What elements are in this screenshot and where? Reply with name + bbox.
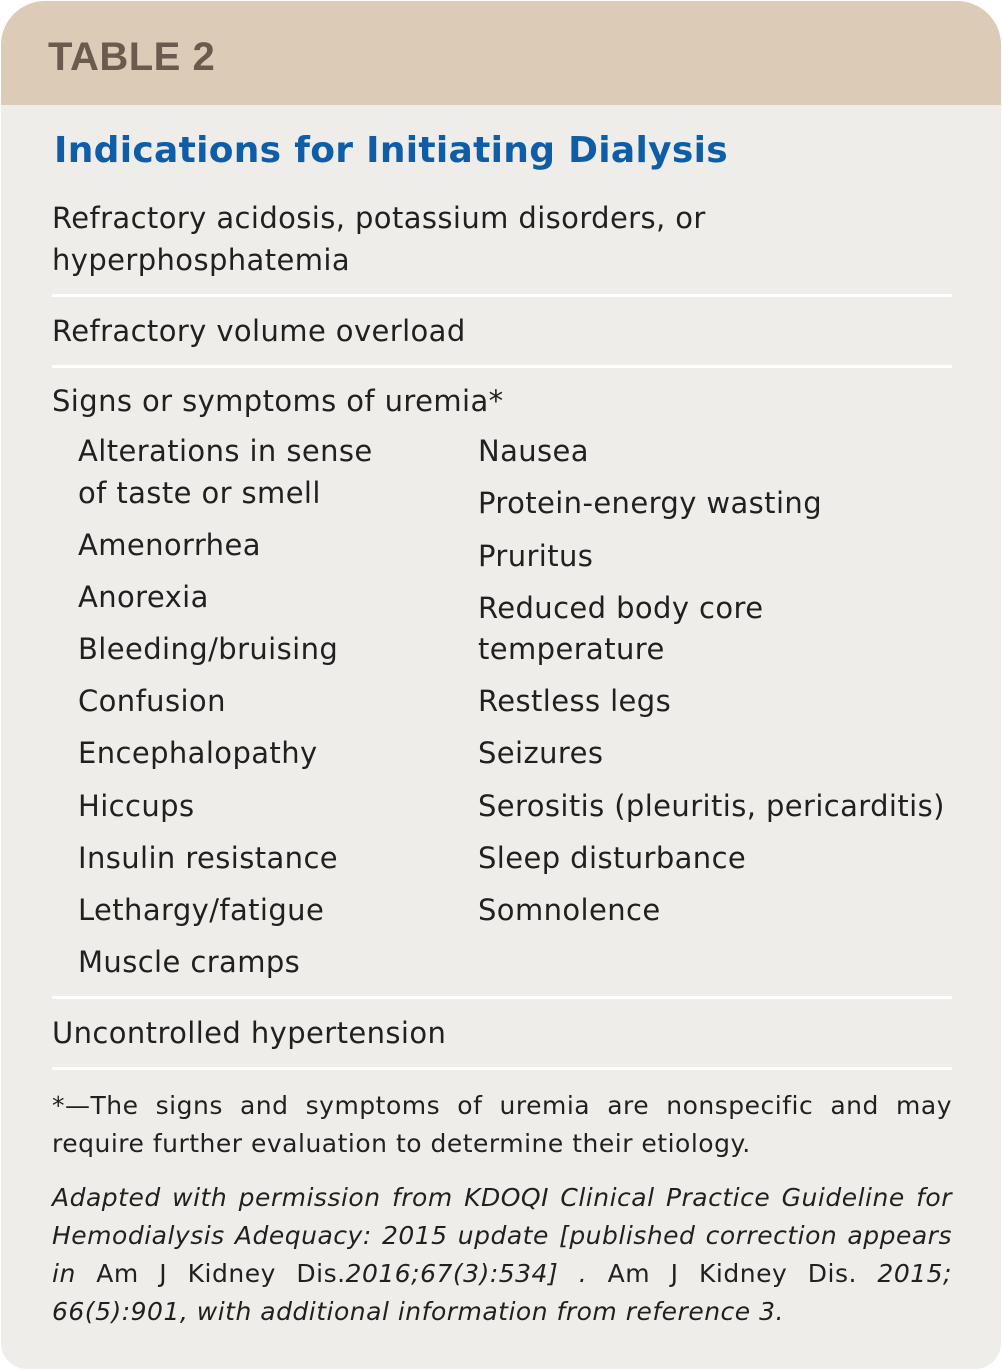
- symptom-item: Serositis (pleuritis, pericarditis): [478, 789, 945, 823]
- symptom-item: Sleep disturbance: [478, 841, 747, 875]
- symptom-item: Somnolence: [478, 893, 661, 927]
- symptom-item: of taste or smell: [78, 476, 321, 510]
- row-uncontrolled-hypertension: Uncontrolled hypertension: [52, 1016, 447, 1050]
- citation-journal: Am J Kidney Dis.: [96, 1259, 346, 1288]
- row-uremia-heading: Signs or symptoms of uremia*: [52, 384, 504, 418]
- table-title: Indications for Initiating Dialysis: [54, 130, 729, 171]
- row-acidosis-line1: Refractory acidosis, potassium disorders, or: [52, 201, 706, 235]
- symptom-item: Seizures: [478, 736, 604, 770]
- symptom-item: Encephalopathy: [78, 736, 318, 770]
- citation-text: Adapted with permission from KDOQI Clinical Practice Guideline for Hemodialysis Adequacy: 2015 update [published correction appears in: [52, 1183, 952, 1288]
- symptom-item: Reduced body core: [478, 591, 764, 625]
- row-divider: [52, 1067, 952, 1070]
- row-volume-overload: Refractory volume overload: [52, 314, 466, 348]
- row-acidosis-line2: hyperphosphatemia: [52, 243, 351, 277]
- source-citation: [52, 1179, 952, 1331]
- row-divider: [52, 294, 952, 297]
- symptom-item: Pruritus: [478, 539, 594, 573]
- symptom-item: Anorexia: [78, 580, 209, 614]
- table-footnote: *—The signs and symptoms of uremia are nonspecific and may require further evaluation to determine their etiology.: [52, 1091, 952, 1158]
- symptom-item: Insulin resistance: [78, 841, 339, 875]
- symptom-item: Protein-energy wasting: [478, 486, 822, 520]
- row-divider: [52, 365, 952, 368]
- symptom-item: Restless legs: [478, 684, 672, 718]
- table-number-label: TABLE 2: [48, 35, 216, 79]
- citation-text: 2015; 66(5):901, with additional information from reference 3.: [52, 1259, 952, 1326]
- symptom-item: Bleeding/bruising: [78, 632, 339, 666]
- symptom-item: Amenorrhea: [78, 528, 261, 562]
- row-divider: [52, 996, 952, 999]
- symptom-item: Alterations in sense: [78, 434, 373, 468]
- symptom-item: temperature: [478, 632, 665, 666]
- table-header-band: [1, 1, 1001, 105]
- citation-text: 2016;67(3):534] .: [345, 1259, 608, 1288]
- symptom-item: Hiccups: [78, 789, 195, 823]
- table-card: [1, 1, 1001, 1369]
- symptom-item: Confusion: [78, 684, 226, 718]
- symptom-item: Muscle cramps: [78, 945, 301, 979]
- symptom-item: Nausea: [478, 434, 589, 468]
- citation-journal: Am J Kidney Dis.: [607, 1259, 857, 1288]
- symptom-item: Lethargy/fatigue: [78, 893, 325, 927]
